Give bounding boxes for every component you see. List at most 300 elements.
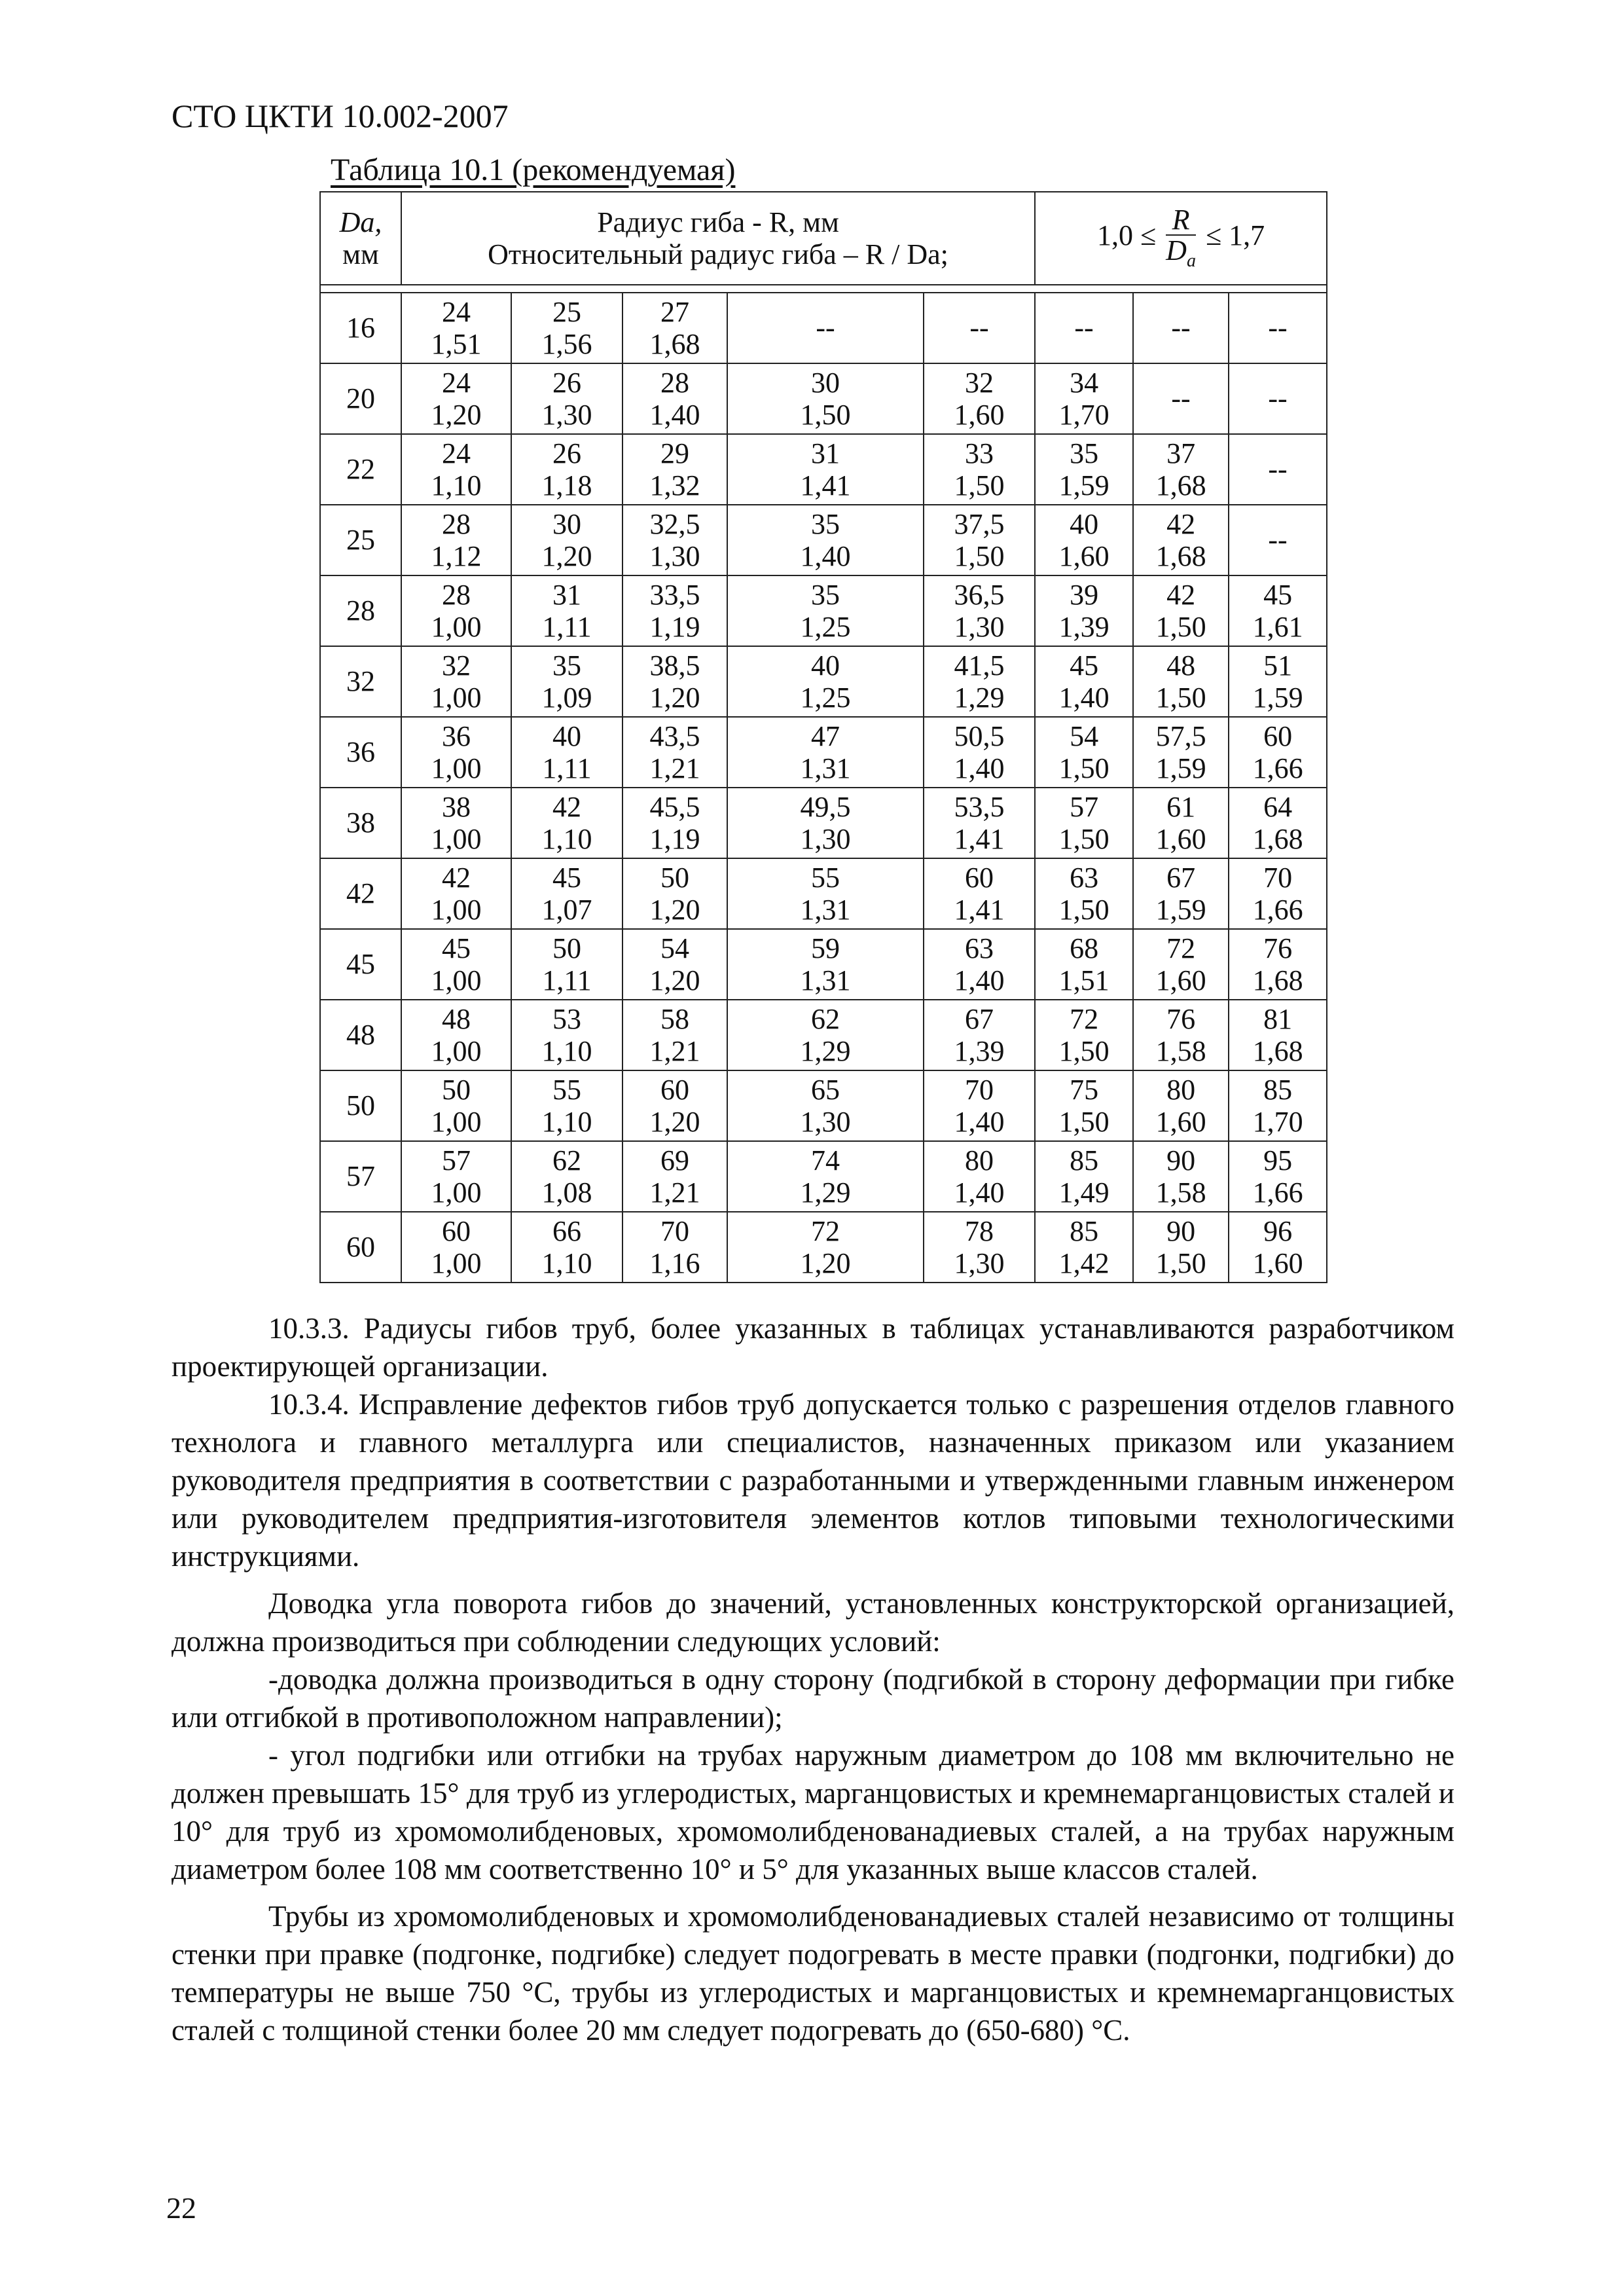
da-cell: 36	[320, 717, 401, 788]
radius-cell	[924, 434, 1035, 505]
radius-cell	[1229, 1070, 1327, 1141]
radius-cell	[727, 505, 924, 575]
da-cell: 25	[320, 505, 401, 575]
radius-cell	[727, 858, 924, 929]
radius-cell	[623, 1070, 727, 1141]
relative-radius-value: 1,10	[541, 1247, 592, 1279]
radius-value: 49,5	[800, 790, 851, 823]
radius-value: 28	[660, 366, 689, 399]
relative-radius-value: 1,11	[542, 611, 592, 643]
da-cell: 48	[320, 1000, 401, 1070]
radius-cell	[1035, 363, 1133, 434]
radius-cell	[623, 1141, 727, 1212]
da-cell: 60	[320, 1212, 401, 1283]
radius-cell	[1229, 1141, 1327, 1212]
radius-cell	[1229, 363, 1327, 434]
radius-value: 33,5	[649, 578, 700, 611]
relative-radius-value: 1,66	[1252, 1176, 1303, 1209]
radius-value: 67	[1166, 861, 1196, 894]
radius-value: 30	[811, 366, 840, 399]
radius-cell	[727, 293, 924, 363]
radius-value: 31	[552, 578, 581, 611]
radius-value: 69	[660, 1144, 689, 1176]
body-paragraph: Трубы из хромомолибденовых и хромомолибденованадиевых сталей независимо от толщины стенки при правке (подгонке, подгибке) следует подогревать в месте правки (подгонки, подгибки) до температуры не выше 750 °С, трубы из углеродистых и марганцовистых и кремнемарганцовистых сталей с толщиной стенки более 20 мм следует подогревать до (650-680) °С.	[171, 1900, 1454, 2047]
table-row	[320, 1212, 1327, 1283]
radius-cell	[1133, 1000, 1229, 1070]
radius-cell	[924, 1070, 1035, 1141]
relative-radius-value: 1,68	[649, 328, 700, 360]
radius-cell	[511, 575, 623, 646]
relative-radius-value: 1,70	[1252, 1106, 1303, 1138]
radius-cell	[1229, 434, 1327, 505]
radius-cell	[1229, 788, 1327, 858]
radius-cell	[1035, 505, 1133, 575]
relative-radius-value: 1,42	[1058, 1247, 1110, 1279]
relative-radius-value: 1,66	[1252, 894, 1303, 926]
radius-cell	[727, 1212, 924, 1283]
radius-value: 66	[552, 1214, 581, 1247]
relative-radius-value: 1,60	[1155, 823, 1206, 855]
relative-radius-value: 1,29	[800, 1176, 851, 1209]
table-row	[320, 293, 1327, 363]
radius-value: 43,5	[649, 720, 700, 752]
relative-radius-value: 1,39	[954, 1035, 1005, 1067]
radius-value: 85	[1070, 1214, 1099, 1247]
relative-radius-value: 1,30	[649, 540, 700, 572]
radius-cell	[511, 363, 623, 434]
radius-value: 42	[442, 861, 471, 894]
radius-cell	[924, 788, 1035, 858]
relative-radius-value: 1,50	[1155, 1247, 1206, 1279]
radius-value: 32,5	[649, 507, 700, 540]
radius-cell	[1229, 646, 1327, 717]
relative-radius-value: 1,50	[1058, 752, 1110, 784]
radius-value: 53,5	[954, 790, 1005, 823]
radius-value: 29	[660, 437, 689, 469]
ratio-right: ≤ 1,7	[1205, 219, 1265, 252]
radius-cell	[623, 363, 727, 434]
radius-cell	[924, 929, 1035, 1000]
relative-radius-value: 1,59	[1058, 469, 1110, 501]
radius-cell	[727, 363, 924, 434]
relative-radius-value: 1,19	[649, 823, 700, 855]
relative-radius-value: 1,00	[431, 823, 482, 855]
relative-radius-value: 1,20	[649, 964, 700, 996]
radius-cell	[623, 1000, 727, 1070]
radius-value: 38,5	[649, 649, 700, 682]
radius-value: 85	[1263, 1073, 1293, 1106]
radius-value: 76	[1263, 932, 1293, 964]
relative-radius-value: 1,51	[431, 328, 482, 360]
radius-cell	[623, 929, 727, 1000]
radius-value: 50	[442, 1073, 471, 1106]
relative-radius-value: 1,00	[431, 1106, 482, 1138]
radius-value: --	[1268, 524, 1288, 556]
relative-radius-value: 1,50	[954, 469, 1005, 501]
radius-cell	[511, 505, 623, 575]
radius-cell	[623, 575, 727, 646]
radius-value: 35	[552, 649, 581, 682]
radius-value: 70	[1263, 861, 1293, 894]
relative-radius-value: 1,10	[431, 469, 482, 501]
radius-cell	[623, 434, 727, 505]
radius-value: 55	[552, 1073, 581, 1106]
body-paragraph: - угол подгибки или отгибки на трубах наружным диаметром до 108 мм включительно не должен превышать 15° для труб из углеродистых, марганцовистых и кремнемарганцовистых сталей и 10° для труб из хромомолибденовых, хромомолибденованадиевых сталей, а на трубах наружным диаметром более 108 мм соответственно 10° и 5° для указанных выше классов сталей.	[171, 1739, 1454, 1886]
radius-cell	[1035, 646, 1133, 717]
relative-radius-value: 1,20	[800, 1247, 851, 1279]
table-caption: Таблица 10.1 (рекомендуемая)	[331, 153, 736, 187]
da-cell: 42	[320, 858, 401, 929]
relative-radius-value: 1,10	[541, 1035, 592, 1067]
relative-radius-value: 1,60	[1252, 1247, 1303, 1279]
radius-cell	[727, 575, 924, 646]
radius-cell	[924, 575, 1035, 646]
radius-value: 41,5	[954, 649, 1005, 682]
radius-cell	[1035, 1212, 1133, 1283]
radius-value: 26	[552, 437, 581, 469]
radius-value: 28	[442, 578, 471, 611]
relative-radius-value: 1,50	[1058, 894, 1110, 926]
relative-radius-value: 1,50	[800, 399, 851, 431]
radius-value: 36	[442, 720, 471, 752]
da-cell: 57	[320, 1141, 401, 1212]
radius-cell	[727, 1141, 924, 1212]
relative-radius-value: 1,25	[800, 611, 851, 643]
ratio-left: 1,0 ≤	[1097, 219, 1157, 252]
relative-radius-value: 1,12	[431, 540, 482, 572]
radius-cell	[1229, 1212, 1327, 1283]
radius-value: 45	[1070, 649, 1099, 682]
radius-value: 45,5	[649, 790, 700, 823]
radius-cell	[511, 1070, 623, 1141]
radius-cell	[623, 646, 727, 717]
radius-value: 80	[1166, 1073, 1196, 1106]
radius-value: --	[1171, 312, 1191, 344]
radius-value: 72	[1166, 932, 1196, 964]
radius-cell	[924, 717, 1035, 788]
radius-value: --	[816, 312, 835, 344]
radius-cell	[1035, 1000, 1133, 1070]
radius-cell	[401, 929, 511, 1000]
radius-value: 64	[1263, 790, 1293, 823]
relative-radius-value: 1,10	[541, 1106, 592, 1138]
relative-radius-value: 1,09	[541, 682, 592, 714]
body-paragraph: Доводка угла поворота гибов до значений, установленных конструкторской организацией, должна производиться при соблюдении следующих условий:	[171, 1587, 1454, 1658]
da-cell: 32	[320, 646, 401, 717]
radius-value: 63	[965, 932, 994, 964]
relative-radius-value: 1,40	[954, 752, 1005, 784]
header-radius-label: Радиус гиба - R, мм	[597, 206, 839, 238]
radius-value: 48	[1166, 649, 1196, 682]
table-row	[320, 363, 1327, 434]
radius-cell	[1133, 717, 1229, 788]
radius-value: --	[1268, 453, 1288, 486]
da-cell: 16	[320, 293, 401, 363]
relative-radius-value: 1,20	[649, 682, 700, 714]
radius-cell	[511, 1000, 623, 1070]
relative-radius-value: 1,00	[431, 752, 482, 784]
radius-cell	[1229, 1000, 1327, 1070]
radius-cell	[727, 1000, 924, 1070]
relative-radius-value: 1,68	[1155, 469, 1206, 501]
table-header-row	[320, 192, 1327, 285]
radius-value: 57,5	[1155, 720, 1206, 752]
relative-radius-value: 1,20	[541, 540, 592, 572]
relative-radius-value: 1,50	[1155, 682, 1206, 714]
relative-radius-value: 1,66	[1252, 752, 1303, 784]
relative-radius-value: 1,60	[1155, 964, 1206, 996]
radius-value: 76	[1166, 1002, 1196, 1035]
table-row	[320, 788, 1327, 858]
radius-value: 50,5	[954, 720, 1005, 752]
radius-cell	[1229, 505, 1327, 575]
relative-radius-value: 1,59	[1155, 894, 1206, 926]
relative-radius-value: 1,31	[800, 752, 851, 784]
radius-value: 50	[660, 861, 689, 894]
radius-value: --	[1074, 312, 1094, 344]
relative-radius-value: 1,40	[954, 1106, 1005, 1138]
radius-value: 72	[811, 1214, 840, 1247]
radius-value: 30	[552, 507, 581, 540]
radius-cell	[924, 293, 1035, 363]
radius-value: 60	[1263, 720, 1293, 752]
radius-value: 70	[965, 1073, 994, 1106]
radius-value: 24	[442, 437, 471, 469]
radius-cell	[623, 788, 727, 858]
radius-cell	[511, 858, 623, 929]
radius-value: 62	[811, 1002, 840, 1035]
relative-radius-value: 1,20	[649, 894, 700, 926]
header-radius	[401, 192, 1035, 285]
table-row	[320, 1141, 1327, 1212]
relative-radius-value: 1,41	[800, 469, 851, 501]
radius-value: 81	[1263, 1002, 1293, 1035]
radius-value: 51	[1263, 649, 1293, 682]
radius-value: 72	[1070, 1002, 1099, 1035]
radius-cell	[924, 1000, 1035, 1070]
ratio-fraction	[1166, 206, 1196, 270]
relative-radius-value: 1,21	[649, 752, 700, 784]
header-da	[320, 192, 401, 285]
radius-cell	[1035, 575, 1133, 646]
radius-cell	[924, 1141, 1035, 1212]
radius-value: 54	[1070, 720, 1099, 752]
radius-value: 53	[552, 1002, 581, 1035]
radius-cell	[727, 788, 924, 858]
relative-radius-value: 1,00	[431, 1247, 482, 1279]
radius-cell	[1133, 363, 1229, 434]
radius-value: 35	[811, 578, 840, 611]
relative-radius-value: 1,59	[1252, 682, 1303, 714]
radius-value: 31	[811, 437, 840, 469]
document-code: СТО ЦКТИ 10.002-2007	[171, 98, 509, 134]
radius-cell	[1035, 858, 1133, 929]
radius-value: 47	[811, 720, 840, 752]
radius-cell	[1229, 929, 1327, 1000]
relative-radius-value: 1,40	[954, 964, 1005, 996]
relative-radius-value: 1,49	[1058, 1176, 1110, 1209]
relative-radius-value: 1,50	[1058, 1106, 1110, 1138]
radius-value: 27	[660, 295, 689, 328]
radius-value: 42	[1166, 578, 1196, 611]
body-text	[171, 1309, 1454, 2049]
relative-radius-value: 1,68	[1252, 964, 1303, 996]
table-row	[320, 717, 1327, 788]
radius-value: 54	[660, 932, 689, 964]
radius-value: 32	[965, 366, 994, 399]
table-row	[320, 1000, 1327, 1070]
radius-value: 57	[1070, 790, 1099, 823]
radius-cell	[1229, 717, 1327, 788]
radius-value: 95	[1263, 1144, 1293, 1176]
radius-cell	[1035, 717, 1133, 788]
table-row	[320, 575, 1327, 646]
body-paragraph: 10.3.3. Радиусы гибов труб, более указанных в таблицах устанавливаются разработчиком проектирующей организации.	[171, 1312, 1454, 1383]
radius-cell	[1229, 858, 1327, 929]
radius-cell	[401, 1212, 511, 1283]
radius-cell	[1133, 1141, 1229, 1212]
radius-cell	[924, 505, 1035, 575]
relative-radius-value: 1,50	[954, 540, 1005, 572]
relative-radius-value: 1,32	[649, 469, 700, 501]
radius-value: 50	[552, 932, 581, 964]
radius-value: 26	[552, 366, 581, 399]
radius-cell	[924, 646, 1035, 717]
radius-cell	[401, 717, 511, 788]
radius-value: 90	[1166, 1144, 1196, 1176]
relative-radius-value: 1,56	[541, 328, 592, 360]
radius-value: 34	[1070, 366, 1099, 399]
da-cell: 22	[320, 434, 401, 505]
radius-cell	[1229, 293, 1327, 363]
radius-value: 32	[442, 649, 471, 682]
radius-cell	[924, 1212, 1035, 1283]
relative-radius-value: 1,30	[954, 1247, 1005, 1279]
radius-cell	[623, 505, 727, 575]
relative-radius-value: 1,50	[1155, 611, 1206, 643]
radius-value: 48	[442, 1002, 471, 1035]
relative-radius-value: 1,18	[541, 469, 592, 501]
radius-cell	[511, 646, 623, 717]
relative-radius-value: 1,08	[541, 1176, 592, 1209]
radius-value: 40	[552, 720, 581, 752]
radius-cell	[924, 363, 1035, 434]
relative-radius-value: 1,29	[800, 1035, 851, 1067]
relative-radius-value: 1,20	[431, 399, 482, 431]
relative-radius-value: 1,07	[541, 894, 592, 926]
relative-radius-value: 1,25	[800, 682, 851, 714]
radius-value: --	[1268, 312, 1288, 344]
radius-value: 37,5	[954, 507, 1005, 540]
relative-radius-value: 1,00	[431, 894, 482, 926]
radius-cell	[511, 1141, 623, 1212]
relative-radius-value: 1,51	[1058, 964, 1110, 996]
radius-cell	[1133, 929, 1229, 1000]
radius-cell	[511, 717, 623, 788]
radius-cell	[924, 858, 1035, 929]
relative-radius-value: 1,60	[1058, 540, 1110, 572]
radius-cell	[401, 646, 511, 717]
radius-cell	[623, 293, 727, 363]
radius-cell	[1035, 929, 1133, 1000]
radius-value: 42	[552, 790, 581, 823]
radius-cell	[401, 575, 511, 646]
radius-cell	[623, 717, 727, 788]
table-row	[320, 929, 1327, 1000]
relative-radius-value: 1,21	[649, 1176, 700, 1209]
relative-radius-value: 1,29	[954, 682, 1005, 714]
header-da-unit: мм	[342, 238, 379, 270]
bend-radius-table	[319, 191, 1327, 1283]
radius-value: 57	[442, 1144, 471, 1176]
radius-cell	[1133, 1212, 1229, 1283]
radius-value: 58	[660, 1002, 689, 1035]
ratio-denominator: $D_a$	[1166, 234, 1196, 272]
radius-cell	[401, 858, 511, 929]
page-number: 22	[166, 2191, 196, 2225]
radius-value: 65	[811, 1073, 840, 1106]
relative-radius-value: 1,58	[1155, 1035, 1206, 1067]
radius-value: 55	[811, 861, 840, 894]
radius-value: 75	[1070, 1073, 1099, 1106]
radius-cell	[1035, 434, 1133, 505]
radius-value: 62	[552, 1144, 581, 1176]
relative-radius-value: 1,41	[954, 823, 1005, 855]
radius-value: 45	[442, 932, 471, 964]
body-paragraph: 10.3.4. Исправление дефектов гибов труб допускается только с разрешения отделов главного технолога и главного металлурга или специалистов, назначенных приказом или указанием руководителя предприятия в соответствии с разработанными и утвержденными главным инженером или руководителем предприятия-изготовителя элементов котлов типовыми технологическими инструкциями.	[171, 1388, 1454, 1573]
radius-value: 24	[442, 366, 471, 399]
radius-cell	[727, 929, 924, 1000]
radius-value: --	[1268, 382, 1288, 415]
table-row	[320, 505, 1327, 575]
radius-cell	[511, 434, 623, 505]
radius-cell	[401, 1141, 511, 1212]
radius-value: 90	[1166, 1214, 1196, 1247]
relative-radius-value: 1,68	[1252, 1035, 1303, 1067]
relative-radius-value: 1,60	[954, 399, 1005, 431]
radius-value: 60	[965, 861, 994, 894]
body-paragraph: -доводка должна производиться в одну сторону (подгибкой в сторону деформации при гибке или отгибкой в противоположном направлении);	[171, 1663, 1454, 1734]
radius-cell	[401, 293, 511, 363]
relative-radius-value: 1,50	[1058, 823, 1110, 855]
radius-value: 85	[1070, 1144, 1099, 1176]
radius-value: 67	[965, 1002, 994, 1035]
radius-value: 25	[552, 295, 581, 328]
radius-cell	[1035, 1141, 1133, 1212]
relative-radius-value: 1,40	[954, 1176, 1005, 1209]
radius-cell	[1035, 293, 1133, 363]
relative-radius-value: 1,59	[1155, 752, 1206, 784]
header-da-symbol: Da,	[339, 206, 382, 238]
relative-radius-value: 1,11	[542, 964, 592, 996]
radius-cell	[401, 1000, 511, 1070]
da-cell: 38	[320, 788, 401, 858]
radius-cell	[401, 1070, 511, 1141]
table-row	[320, 434, 1327, 505]
relative-radius-value: 1,41	[954, 894, 1005, 926]
radius-cell	[727, 434, 924, 505]
radius-cell	[1133, 575, 1229, 646]
relative-radius-value: 1,39	[1058, 611, 1110, 643]
radius-value: 45	[1263, 578, 1293, 611]
radius-value: 39	[1070, 578, 1099, 611]
relative-radius-value: 1,70	[1058, 399, 1110, 431]
relative-radius-value: 1,30	[954, 611, 1005, 643]
relative-radius-value: 1,61	[1252, 611, 1303, 643]
relative-radius-value: 1,40	[800, 540, 851, 572]
radius-cell	[727, 646, 924, 717]
header-relative-radius-label: Относительный радиус гиба – R / Da;	[488, 238, 948, 270]
